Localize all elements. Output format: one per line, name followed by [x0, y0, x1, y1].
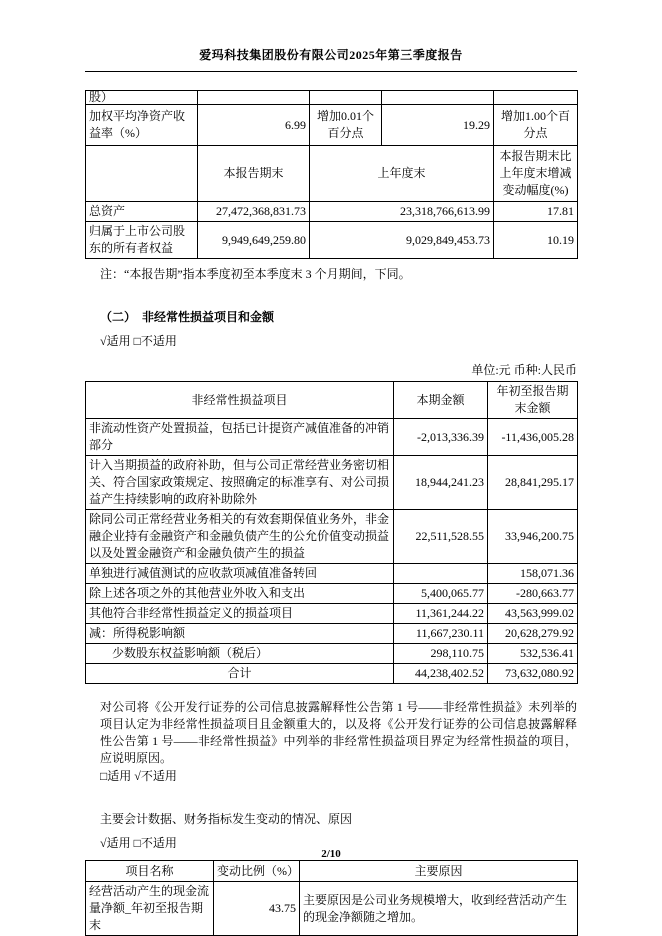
label-cell: 加权平均净资产收益率（%） [86, 105, 198, 146]
nonrecurring-row [86, 644, 578, 664]
ytd-header-cell: 年初至报告期末金额 [488, 382, 578, 419]
item-cell: 少数股东权益影响额（税后） [86, 644, 394, 664]
period-end-header-cell: 本报告期末 [198, 146, 310, 202]
prior-value-cell: 9,029,849,453.73 [310, 222, 494, 259]
nonrecurring-row [86, 419, 578, 456]
prior-value-cell: 23,318,766,613.99 [310, 202, 494, 222]
item-cell: 计入当期损益的政府补助，但与公司正常经营业务密切相关、符合国家政策规定、按照确定的标准享有、对公司损益产生持续影响的政府补助除外 [86, 456, 394, 510]
item-cell: 非流动性资产处置损益，包括已计提资产减值准备的冲销部分 [86, 419, 394, 456]
section-heading-nonrecurring: （二） 非经常性损益项目和金额 [100, 310, 275, 324]
item-name-header-cell: 项目名称 [86, 861, 214, 882]
nonrecurring-row [86, 624, 578, 644]
nonrecurring-row [86, 584, 578, 604]
current-amount-cell [394, 564, 488, 584]
equity-row [86, 222, 578, 259]
current-value-cell: 6.99 [198, 105, 310, 146]
label-cell: 归属于上市公司股东的所有者权益 [86, 222, 198, 259]
total-assets-row [86, 202, 578, 222]
applicability-line: √适用 □不适用 [100, 334, 177, 348]
change-ratio-header-cell: 变动比例（%） [214, 861, 300, 882]
item-cell: 减：所得税影响额 [86, 624, 394, 644]
applicability-line: √适用 □不适用 [100, 836, 177, 850]
page-number: 2/10 [321, 848, 341, 860]
roe-row [86, 105, 578, 146]
ytd-amount-cell: 43,563,999.02 [488, 604, 578, 624]
ytd-value-cell: 19.29 [382, 105, 494, 146]
prior-year-end-header-cell: 上年度末 [310, 146, 494, 202]
ytd-change-cell: 增加1.00个百分点 [494, 105, 578, 146]
empty-cell [310, 91, 382, 105]
ytd-amount-cell: -280,663.77 [488, 584, 578, 604]
change-cell: 10.19 [494, 222, 578, 259]
change-rate-header-cell: 本报告期末比上年度末增减变动幅度(%) [494, 146, 578, 202]
nonrecurring-items-table [85, 381, 578, 684]
current-amount-cell: 11,361,244.22 [394, 604, 488, 624]
item-cell: 其他符合非经常性损益定义的损益项目 [86, 604, 394, 624]
nonrecurring-explanation-paragraph: 对公司将《公开发行证券的公司信息披露解释性公告第 1 号——非经常性损益》未列举的项目认定为非经常性损益项目且金额重大的，以及将《公开发行证券的公司信息披露解释性公告第 1 号——非经常性损益》中列举的非经常性损益项目界定为经常性损益的项目，应说明原因。 [100, 700, 577, 765]
document-title: 爱玛科技集团股份有限公司2025年第三季度报告 [85, 46, 577, 72]
unit-currency-note: 单位:元 币种:人民币 [471, 363, 577, 377]
current-amount-cell: 298,110.75 [394, 644, 488, 664]
report-period-note: 注：“本报告期”指本季度初至本季度末 3 个月期间，下同。 [100, 267, 411, 281]
table-header-row [86, 382, 578, 419]
ytd-amount-cell: 28,841,295.17 [488, 456, 578, 510]
ytd-amount-cell: 158,071.36 [488, 564, 578, 584]
current-amount-cell: 11,667,230.11 [394, 624, 488, 644]
current-amount-cell: 18,944,241.23 [394, 456, 488, 510]
current-value-cell: 27,472,368,831.73 [198, 202, 310, 222]
document-content [85, 0, 577, 936]
nonrecurring-row [86, 510, 578, 564]
ytd-amount-cell: 532,536.41 [488, 644, 578, 664]
item-header-cell: 非经常性损益项目 [86, 382, 394, 419]
nonrecurring-row [86, 564, 578, 584]
main-reason-cell: 主要原因是公司业务规模增大，收到经营活动产生的现金净额随之增加。 [300, 882, 578, 936]
ytd-amount-cell: -11,436,005.28 [488, 419, 578, 456]
period-header-row [86, 146, 578, 202]
label-cell: 总资产 [86, 202, 198, 222]
current-value-cell: 9,949,649,259.80 [198, 222, 310, 259]
section-heading-changes: 主要会计数据、财务指标发生变动的情况、原因 [100, 812, 353, 826]
current-amount-cell: 44,238,402.52 [394, 664, 488, 684]
nonrecurring-row [86, 604, 578, 624]
explanation-applicability-line: □适用 √不适用 [100, 769, 177, 783]
key-financial-indicators-table [85, 90, 578, 259]
change-ratio-cell: 43.75 [214, 882, 300, 936]
current-change-cell: 增加0.01个百分点 [310, 105, 382, 146]
empty-cell [86, 146, 198, 202]
total-row [86, 664, 578, 684]
item-cell: 单独进行减值测试的应收款项减值准备转回 [86, 564, 394, 584]
ytd-amount-cell: 73,632,080.92 [488, 664, 578, 684]
empty-cell [382, 91, 494, 105]
current-amount-cell: 5,400,065.77 [394, 584, 488, 604]
table-header-row [86, 861, 578, 882]
nonrecurring-row [86, 456, 578, 510]
changes-table [85, 860, 578, 936]
current-amount-cell: 22,511,528.55 [394, 510, 488, 564]
ytd-amount-cell: 20,628,279.92 [488, 624, 578, 644]
empty-cell [198, 91, 310, 105]
carryover-cell: 股） [86, 91, 198, 105]
carryover-row [86, 91, 578, 105]
empty-cell [494, 91, 578, 105]
item-cell: 除上述各项之外的其他营业外收入和支出 [86, 584, 394, 604]
ytd-amount-cell: 33,946,200.75 [488, 510, 578, 564]
item-cell: 除同公司正常经营业务相关的有效套期保值业务外，非金融企业持有金融资产和金融负债产生的公允价值变动损益以及处置金融资产和金融负债产生的损益 [86, 510, 394, 564]
change-row [86, 882, 578, 936]
current-amount-cell: -2,013,336.39 [394, 419, 488, 456]
total-label-cell: 合计 [86, 664, 394, 684]
item-name-cell: 经营活动产生的现金流量净额_年初至报告期末 [86, 882, 214, 936]
main-reason-header-cell: 主要原因 [300, 861, 578, 882]
current-header-cell: 本期金额 [394, 382, 488, 419]
change-cell: 17.81 [494, 202, 578, 222]
